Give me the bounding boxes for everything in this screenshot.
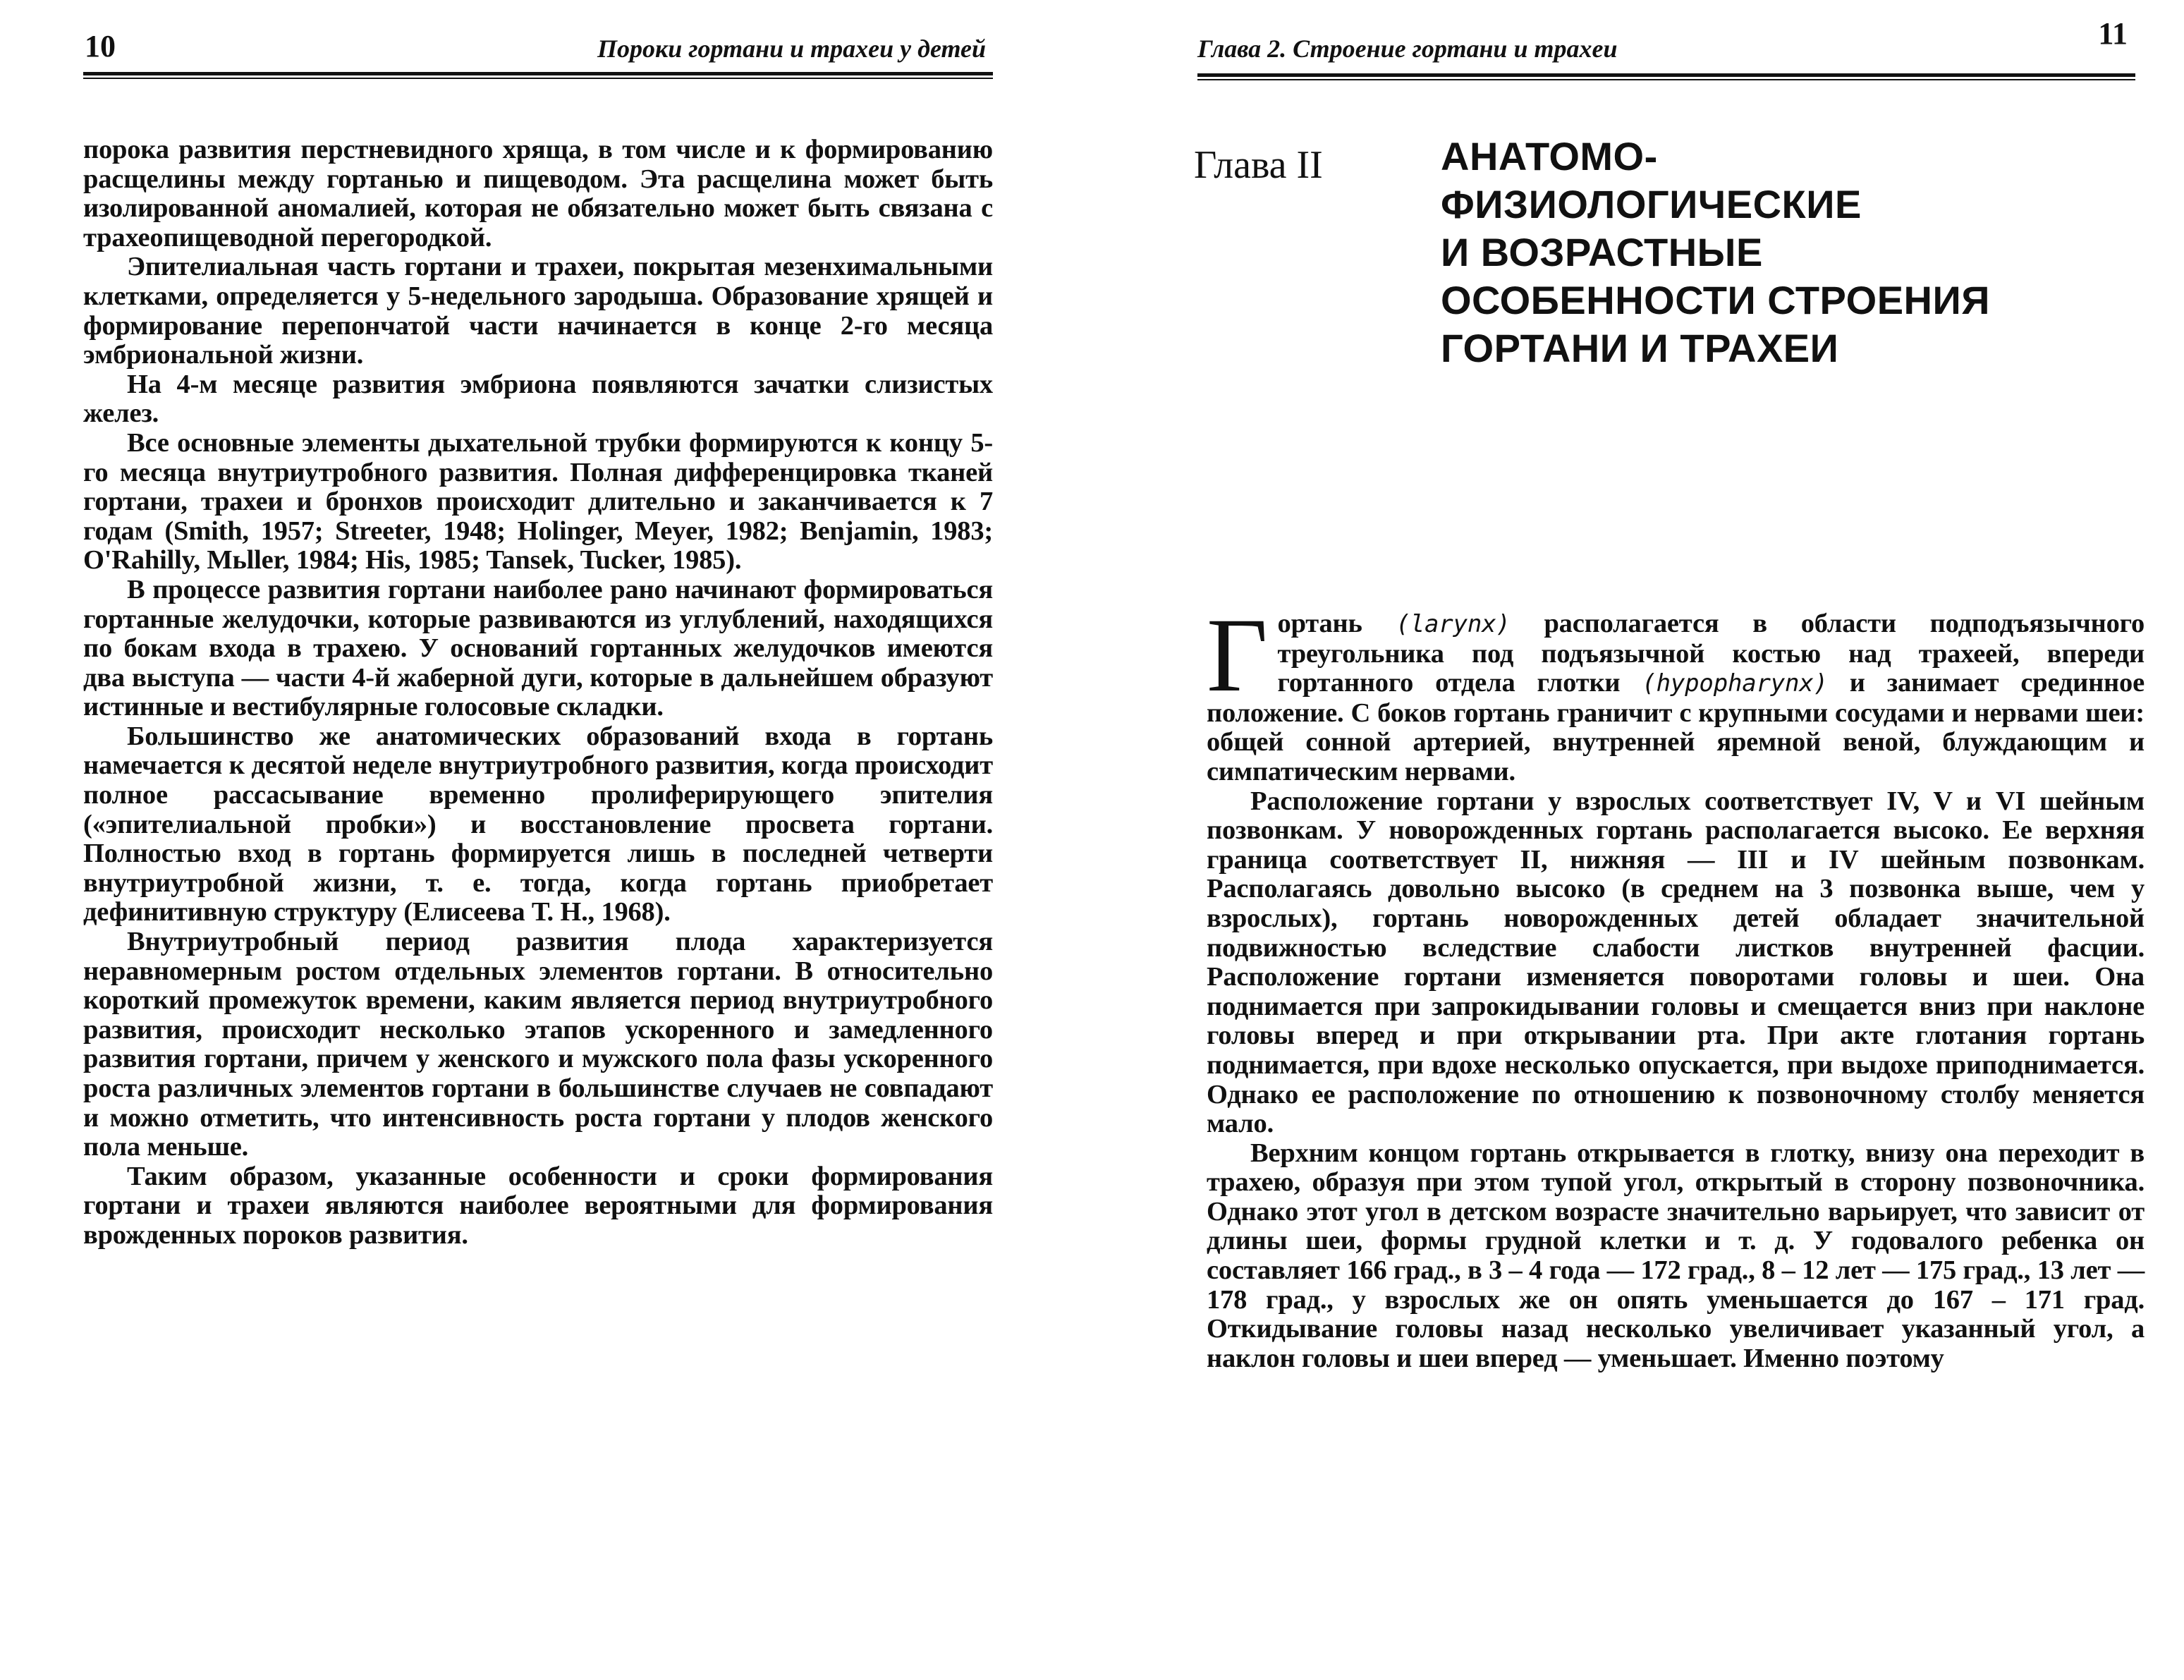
right-page xyxy=(1092,0,2184,1680)
left-paragraph-1: порока развития перстневидного хряща, в том числе и к формированию расщелины между гортанью и пищеводом. Эта расщелина может быть изолированной аномалией, которая не обязательно может быть связана с трахеопищеводной перегородкой. xyxy=(83,135,993,252)
left-paragraph-2: Эпителиальная часть гортани и трахеи, покрытая мезенхимальными клетками, определяется у 5-недельного зародыша. Образование хрящей и формирование перепончатой части начинается в конце 2-го месяца эмбриональной жизни. xyxy=(83,252,993,370)
right-body-text xyxy=(1207,597,2145,1373)
left-paragraph-6: Большинство же анатомических образований входа в гортань намечается к десятой неделе внутриутробного развития, когда происходит полное рассасывание временно пролиферирующего эпителия («эпителиальной пробки») и восстановление просвета гортани. Полностью вход в гортань формируется лишь в последней четверти внутриутробной жизни, т. е. тогда, когда гортань приобретает дефинитивную структуру (Елисеева Т. Н., 1968). xyxy=(83,721,993,927)
chapter-label: Глава II xyxy=(1194,143,1323,187)
first-paragraph-text-1: располагается в области подподъязычного треугольника под подъязычной костью над трахеей, впереди гортанного отдела глотки xyxy=(1277,609,2145,698)
latin-term-hypopharynx: (hypopharynx) xyxy=(1642,669,1828,698)
dropcap: Г xyxy=(1207,597,1268,714)
chapter-title-line-5: ГОРТАНИ И ТРАХЕИ xyxy=(1441,326,1839,370)
right-header-rule-thin xyxy=(1197,79,2135,80)
left-header-rule xyxy=(83,72,993,75)
left-page-number: 10 xyxy=(85,29,116,63)
chapter-title-line-1: АНАТОМО- xyxy=(1441,134,1658,178)
chapter-title-line-3: И ВОЗРАСТНЫЕ xyxy=(1441,230,1763,274)
right-header-rule xyxy=(1197,73,2135,77)
right-page-number: 11 xyxy=(2098,16,2128,51)
first-paragraph-text-2: и занимает срединное положение. С боков гортань граничит с крупными сосудами и нервами шеи: общей сонной артерией, внутренней яремной веной, блуждающим и симпатическим нервами. xyxy=(1207,668,2145,786)
right-paragraph-1 xyxy=(1207,597,2145,787)
left-header-rule-thin xyxy=(83,78,993,79)
chapter-title-line-2: ФИЗИОЛОГИЧЕСКИЕ xyxy=(1441,182,1862,226)
left-paragraph-4: Все основные элементы дыхательной трубки формируются к концу 5-го месяца внутриутробного развития. Полная дифференцировка тканей гортани, трахеи и бронхов происходит длительно и заканчивается к 7 годам (Smith, 1957; Streeter, 1948; Holinger, Meyer, 1982; Benjamin, 1983; O'Rahilly, Mьller, 1984; His, 1985; Tansek, Tucker, 1985). xyxy=(83,427,993,576)
chapter-title xyxy=(1441,133,2061,372)
right-running-title: Глава 2. Строение гортани и трахеи xyxy=(1197,35,1618,63)
left-paragraph-7: Внутриутробный период развития плода характеризуется неравномерным ростом отдельных элементов гортани. В относительно короткий промежуток времени, каким является период внутриутробного развития, происходит несколько этапов ускоренного и замедленного развития гортани, причем у женского и мужского пола фазы ускоренного роста различных элементов гортани в большинстве случаев не совпадают и можно отметить, что интенсивность роста гортани у плодов женского пола меньше. xyxy=(83,927,993,1162)
left-running-title: Пороки гортани и трахеи у детей xyxy=(597,35,986,63)
latin-term-larynx: (larynx) xyxy=(1396,610,1511,638)
chapter-title-line-4: ОСОБЕННОСТИ СТРОЕНИЯ xyxy=(1441,278,1990,322)
left-body-text xyxy=(83,135,993,1250)
first-word-rest: ортань xyxy=(1277,609,1362,638)
right-paragraph-2: Расположение гортани у взрослых соответствует IV, V и VI шейным позвонкам. У новорожденных гортань располагается высоко. Ее верхняя граница соответствует II, нижняя — III и IV шейным позвонкам. Располагаясь довольно высоко (в среднем на 3 позвонка выше, чем у взрослых), гортань новорожденных детей обладает значительной подвижностью вследствие слабости листков внутренней фасции. Расположение гортани изменяется поворотами головы и шеи. Она поднимается при запрокидывании головы и смещается вниз при наклоне головы вперед и при открывании рта. При акте глотания гортань поднимается, при вдохе несколько опускается, при выдохе приподнимается. Однако ее расположение по отношению к позвоночному столбу меняется мало. xyxy=(1207,786,2145,1139)
left-paragraph-8: Таким образом, указанные особенности и сроки формирования гортани и трахеи являются наиболее вероятными для формирования врожденных пороков развития. xyxy=(83,1161,993,1250)
right-paragraph-3: Верхним концом гортань открывается в глотку, внизу она переходит в трахею, образуя при этом тупой угол, открытый в сторону позвоночника. Однако этот угол в детском возрасте значительно варьирует, что зависит от длины шеи, формы грудной клетки и т. д. У годовалого ребенка он составляет 166 град., в 3 – 4 года — 172 град., 8 – 12 лет — 175 град., 13 лет — 178 град., у взрослых же он опять уменьшается до 167 – 171 град. Откидывание головы назад несколько увеличивает указанный угол, а наклон головы и шеи вперед — уменьшает. Именно поэтому xyxy=(1207,1138,2145,1373)
left-paragraph-3: На 4-м месяце развития эмбриона появляются зачатки слизистых желез. xyxy=(83,369,993,429)
left-paragraph-5: В процессе развития гортани наиболее рано начинают формироваться гортанные желудочки, которые развиваются из углублений, находящихся по бокам входа в трахею. У оснований гортанных желудочков имеются два выступа — части 4-й жаберной дуги, которые в дальнейшем образуют истинные и вестибулярные голосовые складки. xyxy=(83,574,993,722)
